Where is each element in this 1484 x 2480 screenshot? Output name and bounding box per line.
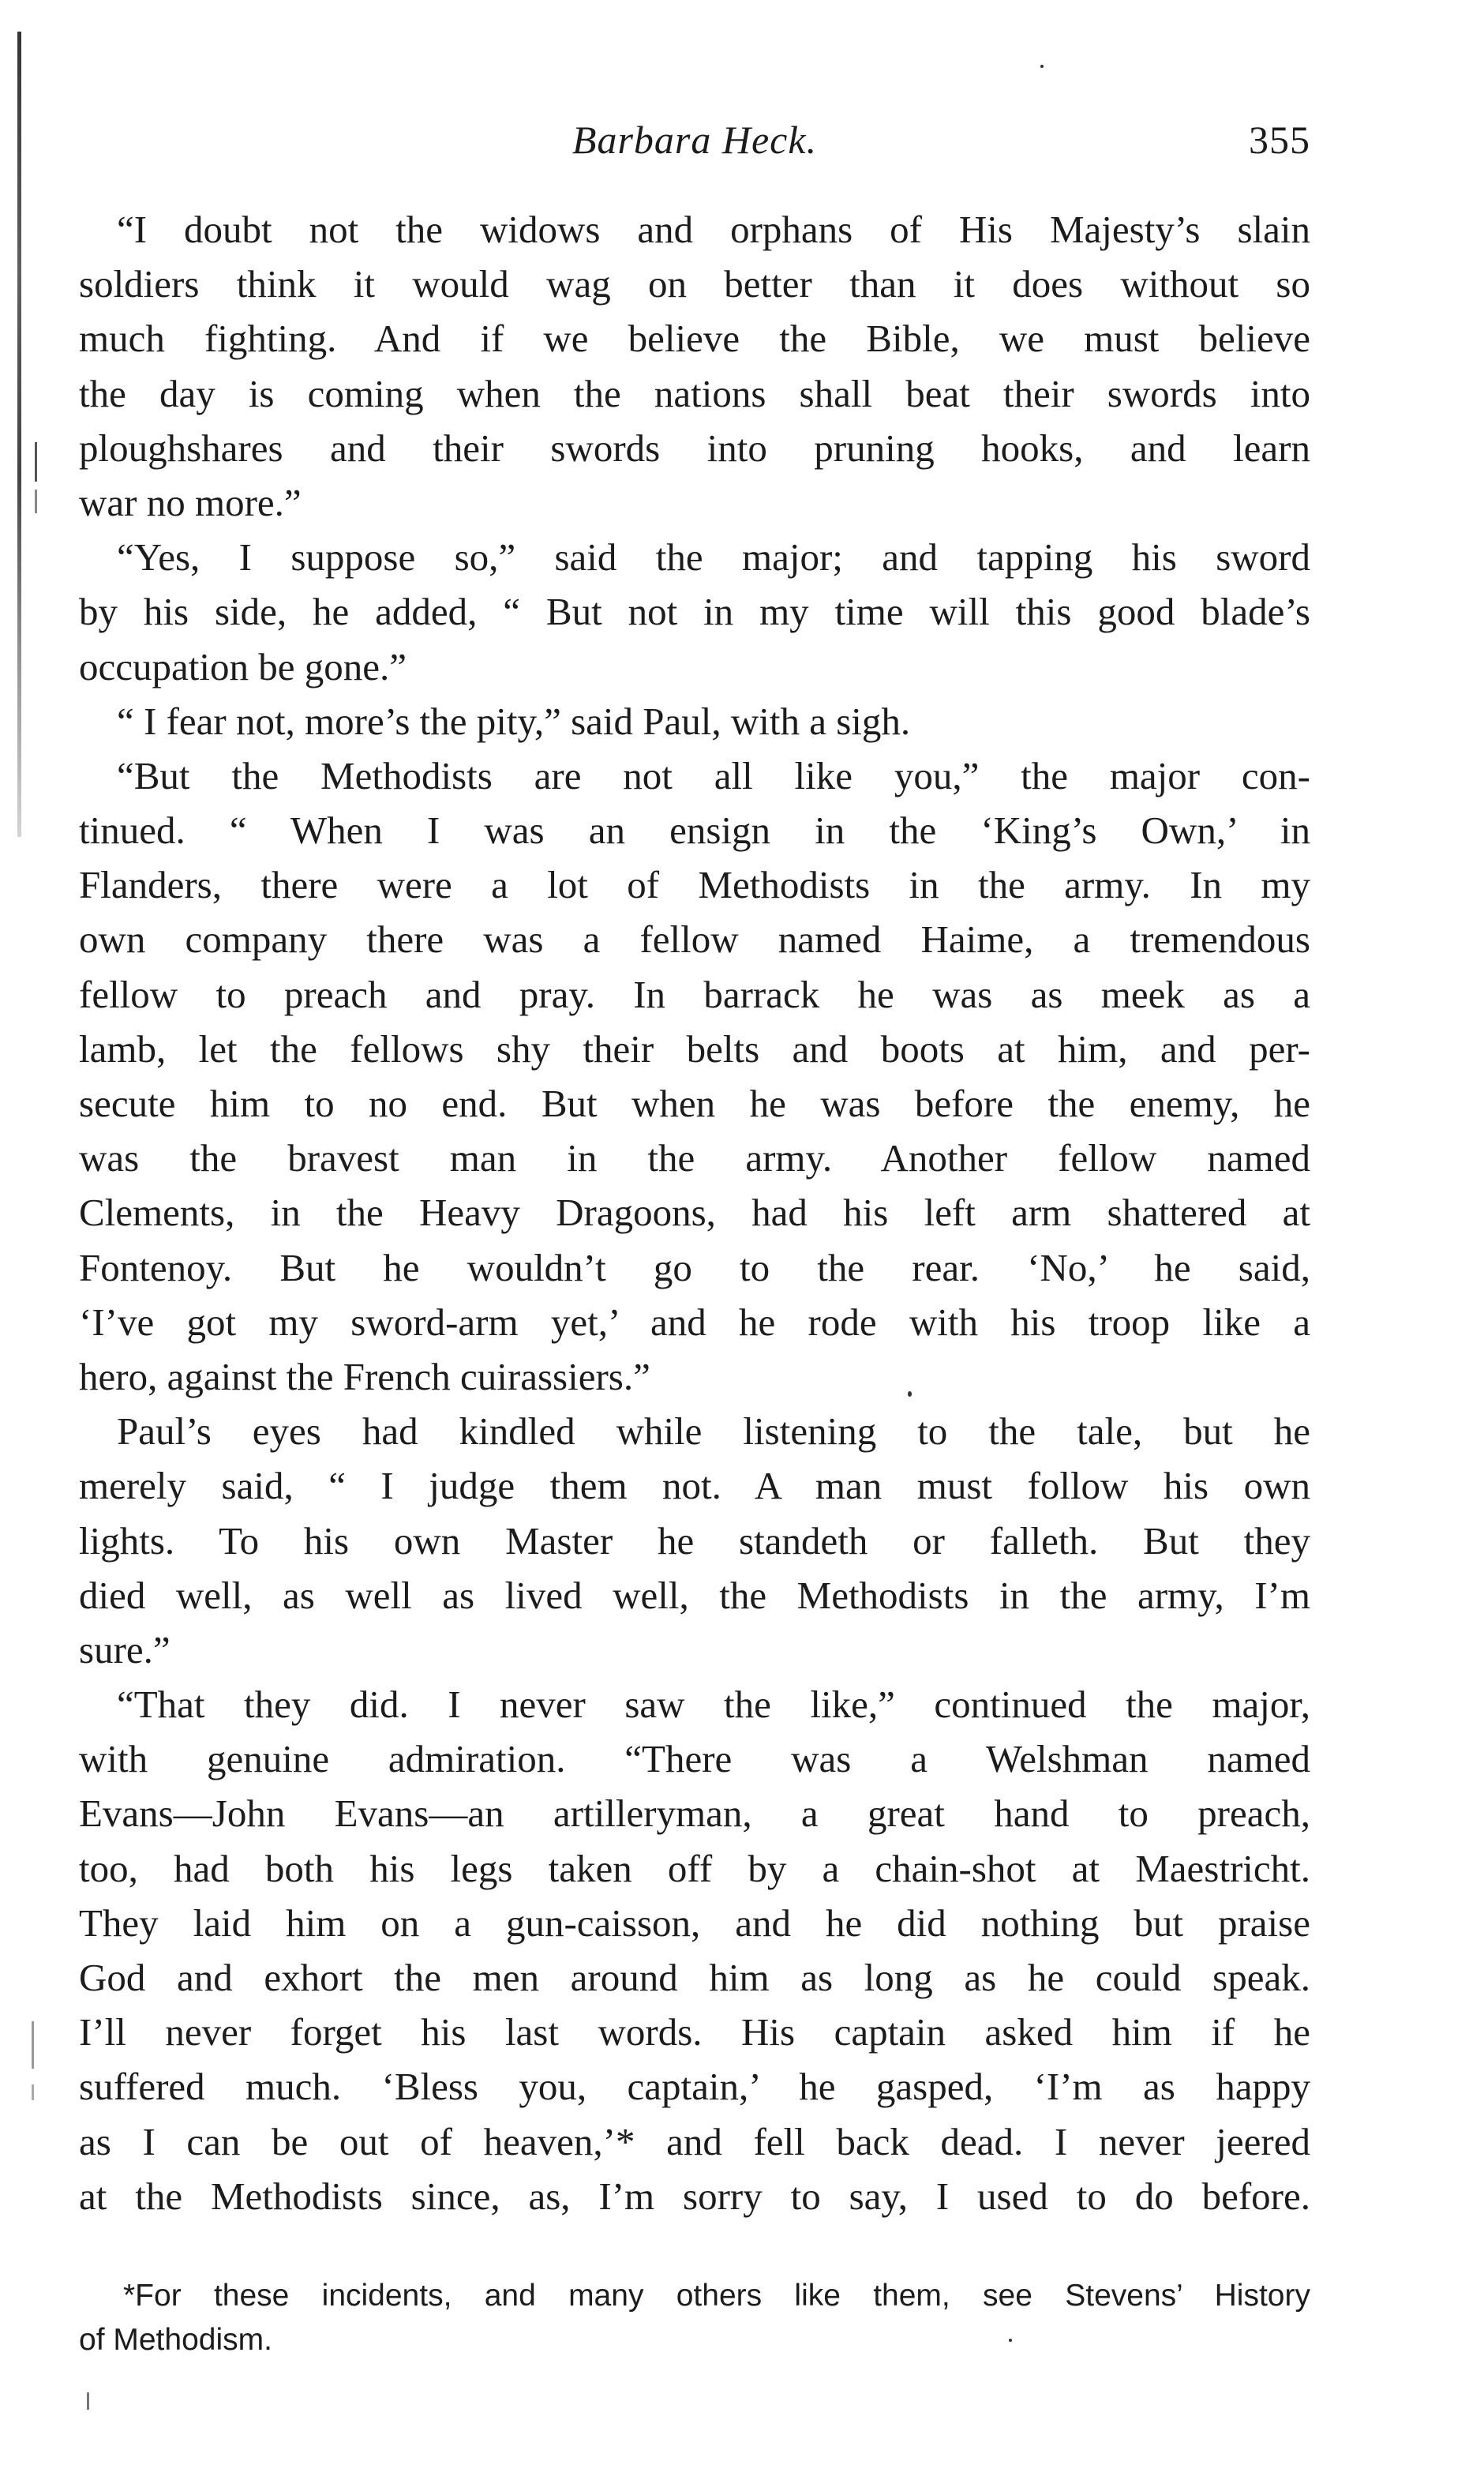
binding-speck xyxy=(32,2021,34,2069)
footnote xyxy=(79,2274,1310,2362)
text-line: ploughshares and their swords into pruning hooks, and learn xyxy=(79,426,1310,470)
running-title: Barbara Heck. xyxy=(571,118,818,162)
text-line: with genuine admiration. “There was a Welshman named xyxy=(79,1737,1310,1781)
text-line: hero, against the French cuirassiers.” xyxy=(79,1354,650,1398)
text-line: “ I fear not, more’s the pity,” said Paul, with a sigh. xyxy=(117,699,911,743)
binding-speck xyxy=(35,442,37,482)
text-line: ‘I’ve got my sword-arm yet,’ and he rode with his troop like a xyxy=(79,1300,1310,1344)
body-text xyxy=(79,202,1310,2223)
text-line: war no more.” xyxy=(79,480,302,524)
text-line: too, had both his legs taken off by a chain-shot at Maestricht. xyxy=(79,1846,1310,1890)
text-line: suffered much. ‘Bless you, captain,’ he gasped, ‘I’m as happy xyxy=(79,2065,1310,2109)
text-line: “But the Methodists are not all like you,” the major con- xyxy=(117,753,1310,797)
footnote-line: of Methodism. xyxy=(79,2323,272,2357)
text-line: Flanders, there were a lot of Methodists in the army. In my xyxy=(79,863,1310,907)
text-line: as I can be out of heaven,’* and fell back dead. I never jeered xyxy=(79,2119,1310,2163)
binding-edge-shadow xyxy=(17,32,21,837)
binding-speck xyxy=(32,2084,34,2100)
text-line: merely said, “ I judge them not. A man must follow his own xyxy=(79,1464,1310,1508)
binding-speck xyxy=(35,490,37,513)
text-line: lamb, let the fellows shy their belts and boots at him, and per- xyxy=(79,1026,1310,1071)
footnote-line: *For these incidents, and many others like them, see Stevens’ History xyxy=(123,2279,1310,2313)
text-line: “Yes, I suppose so,” said the major; and tapping his sword xyxy=(117,535,1310,580)
page-number: 355 xyxy=(1249,118,1310,162)
text-line: Paul’s eyes had kindled while listening to the tale, but he xyxy=(117,1409,1310,1454)
text-line: was the bravest man in the army. Another fellow named xyxy=(79,1136,1310,1180)
paper-speck xyxy=(1040,65,1044,68)
text-line: Clements, in the Heavy Dragoons, had his left arm shattered at xyxy=(79,1191,1310,1235)
binding-speck xyxy=(87,2392,89,2410)
text-line: I’ll never forget his last words. His captain asked him if he xyxy=(79,2010,1310,2054)
text-line: the day is coming when the nations shall beat their swords into xyxy=(79,371,1310,415)
text-line: Fontenoy. But he wouldn’t go to the rear. ‘No,’ he said, xyxy=(79,1245,1310,1289)
text-line: They laid him on a gun-caisson, and he did nothing but praise xyxy=(79,1900,1310,1945)
text-line: Evans—John Evans—an artilleryman, a great hand to preach, xyxy=(79,1792,1310,1836)
text-line: much fighting. And if we believe the Bible, we must believe xyxy=(79,317,1310,361)
text-line: at the Methodists since, as, I’m sorry to say, I used to do before. xyxy=(79,2174,1310,2218)
text-line: secute him to no end. But when he was before the enemy, he xyxy=(79,1082,1310,1125)
text-line: God and exhort the men around him as long as he could speak. xyxy=(79,1956,1310,1999)
text-line: fellow to preach and pray. In barrack he was as meek as a xyxy=(79,972,1310,1016)
text-line: by his side, he added, “ But not in my time will this good blade’s xyxy=(79,590,1310,634)
text-line: lights. To his own Master he standeth or falleth. But they xyxy=(79,1518,1310,1563)
text-line: died well, as well as lived well, the Methodists in the army, I’m xyxy=(79,1573,1310,1617)
text-line: “I doubt not the widows and orphans of His Majesty’s slain xyxy=(117,208,1310,251)
text-line: “That they did. I never saw the like,” continued the major, xyxy=(117,1683,1310,1727)
running-head xyxy=(79,117,1310,172)
text-line: sure.” xyxy=(79,1627,171,1671)
text-line: tinued. “ When I was an ensign in the ‘King’s Own,’ in xyxy=(79,809,1310,853)
text-line: own company there was a fellow named Haime, a tremendous xyxy=(79,917,1310,962)
text-line: occupation be gone.” xyxy=(79,644,407,688)
text-line: soldiers think it would wag on better than it does without so xyxy=(79,262,1310,306)
